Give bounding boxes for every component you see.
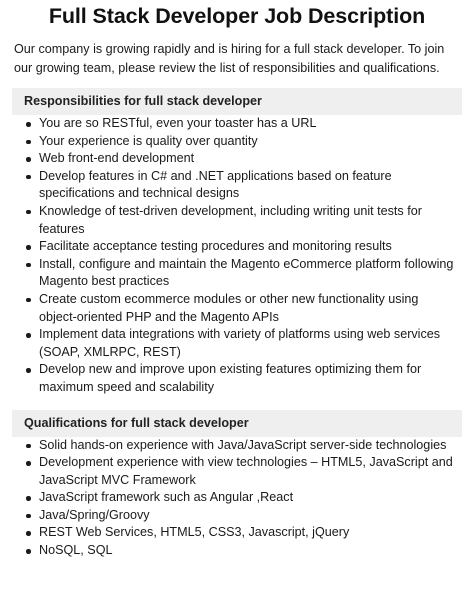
list-item: Development experience with view technologies – HTML5, JavaScript and JavaScript MVC Framework	[39, 454, 458, 489]
list-item: Facilitate acceptance testing procedures and monitoring results	[39, 238, 458, 256]
qualifications-list	[12, 437, 462, 560]
list-item: Develop features in C# and .NET applications based on feature specifications and technical designs	[39, 168, 458, 203]
list-item: Develop new and improve upon existing features optimizing them for maximum speed and scalability	[39, 361, 458, 396]
list-item: Install, configure and maintain the Magento eCommerce platform following Magento best practices	[39, 256, 458, 291]
list-item: Implement data integrations with variety of platforms using web services (SOAP, XMLRPC, REST)	[39, 326, 458, 361]
list-item: NoSQL, SQL	[39, 542, 458, 560]
list-item: JavaScript framework such as Angular ,React	[39, 489, 458, 507]
responsibilities-heading: Responsibilities for full stack developer	[12, 88, 462, 115]
list-item: Create custom ecommerce modules or other new functionality using object-oriented PHP and the Magento APIs	[39, 291, 458, 326]
page-title: Full Stack Developer Job Description	[48, 4, 426, 28]
list-item: Your experience is quality over quantity	[39, 133, 458, 151]
list-item: REST Web Services, HTML5, CSS3, Javascript, jQuery	[39, 524, 458, 542]
intro-paragraph: Our company is growing rapidly and is hiring for a full stack developer. To join our growing team, please review the list of responsibilities and qualifications.	[14, 42, 445, 75]
list-item: Web front-end development	[39, 150, 458, 168]
responsibilities-list	[12, 115, 462, 397]
list-item: Knowledge of test-driven development, including writing unit tests for features	[39, 203, 458, 238]
list-item: You are so RESTful, even your toaster has a URL	[39, 115, 458, 133]
list-item: Java/Spring/Groovy	[39, 507, 458, 525]
list-item: Solid hands-on experience with Java/JavaScript server-side technologies	[39, 437, 458, 455]
qualifications-heading: Qualifications for full stack developer	[12, 410, 462, 437]
